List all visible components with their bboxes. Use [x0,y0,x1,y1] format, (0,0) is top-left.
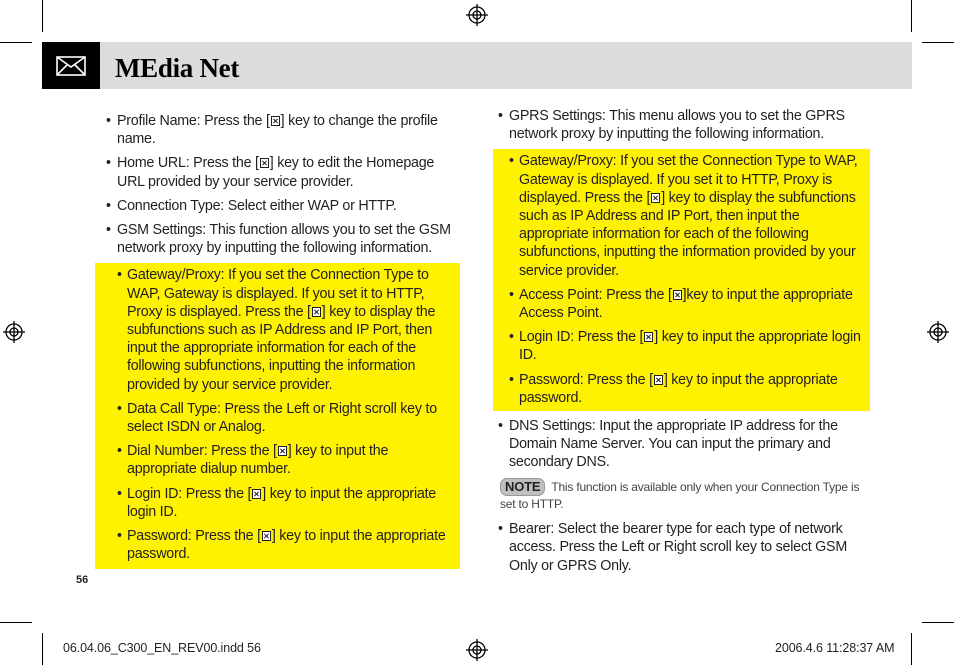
bullet: • [106,155,111,172]
list-item-profile-name: • Profile Name: Press the [ ] key to change the profile name. [106,113,438,148]
sub-item-login-id: • Login ID: Press the [ ] key to input the appropriate login ID. [117,485,436,520]
ok-key-icon [262,531,271,541]
sub-item-password: • Password: Press the [ ] key to input the appropriate password. [509,371,838,406]
ok-key-icon [271,116,280,126]
ok-key-icon [673,290,682,300]
crop-mark [0,42,32,43]
crop-mark [42,633,43,665]
sub-item-password: • Password: Press the [ ] key to input the appropriate password. [117,528,446,563]
sub-item-dial-number: • Dial Number: Press the [ ] key to input the appropriate dialup number. [117,443,389,478]
bullet: • [117,267,122,284]
ok-key-icon [252,489,261,499]
bullet: • [117,400,122,417]
crop-mark [42,0,43,32]
bullet: • [106,113,111,129]
crop-mark [911,633,912,665]
registration-mark-icon [466,639,488,661]
bullet: • [509,371,514,388]
ok-key-icon [312,307,321,317]
note-badge: NOTE [500,478,545,496]
page-title: MEdia Net [115,53,240,83]
sub-item-access-point: • Access Point: Press the [ ]key to input the appropriate Access Point. [509,286,853,322]
right-column [498,107,868,581]
crop-mark [911,0,912,32]
sub-item-gateway-proxy: • Gateway/Proxy: If you set the Connection Type to WAP, Gateway is displayed. If you set it to HTTP, Proxy is displayed. Press the [ ] key to display the subfunctions such as IP Address and IP Port, then input the appropriate information for each of the following subfunctions, inputting the information provided by your service provider. [509,153,858,279]
footer-timestamp: 2006.4.6 11:28:37 AM [775,641,895,655]
crop-mark [922,42,954,43]
bullet: • [498,108,503,124]
gsm-settings-highlight-box [95,263,460,569]
list-item-home-url: • Home URL: Press the [ ] key to edit the Homepage URL provided by your service provider. [106,155,435,190]
bullet: • [117,485,122,502]
ok-key-icon [260,158,269,168]
note [500,478,868,513]
registration-mark-icon [466,4,488,26]
sub-item-gateway-proxy: • Gateway/Proxy: If you set the Connection Type to WAP, Gateway is displayed. If you set it to HTTP, Proxy is displayed. Press the [ ] key to display the subfunctions such as IP Address and IP Port, then input the appropriate information for each of the following subfunctions, inputting the information provided by your service provider. [117,267,436,393]
note-text: This function is available only when your Connection Type is set to HTTP. [500,479,860,511]
registration-mark-icon [3,321,25,343]
list-item-gsm-settings: • GSM Settings: This function allows you to set the GSM network proxy by inputting the following information. [106,222,451,257]
ok-key-icon [278,446,287,456]
registration-mark-icon [927,321,949,343]
list-item-gprs-settings: • GPRS Settings: This menu allows you to set the GPRS network proxy by inputting the following information. [498,108,845,143]
envelope-icon-box [42,42,100,89]
gprs-settings-highlight-box [493,149,870,411]
list-item-bearer: • Bearer: Select the bearer type for each type of network access. Press the Left or Right scroll key to select GSM Only or GPRS Only. [498,521,847,574]
list-item-dns-settings: • DNS Settings: Input the appropriate IP address for the Domain Name Server. You can input the primary and secondary DNS. [498,418,838,471]
bullet: • [106,197,111,214]
envelope-icon [56,56,86,76]
list-item-connection-type: • Connection Type: Select either WAP or HTTP. [106,197,397,214]
footer-file-info: 06.04.06_C300_EN_REV00.indd 56 [63,641,261,655]
bullet: • [509,286,514,303]
bullet: • [509,153,514,170]
bullet: • [106,222,111,239]
page-number: 56 [76,574,89,586]
bullet: • [498,418,503,435]
sub-item-data-call-type: • Data Call Type: Press the Left or Right scroll key to select ISDN or Analog. [117,400,437,436]
ok-key-icon [644,332,653,342]
ok-key-icon [651,193,660,203]
bullet: • [117,443,122,460]
ok-key-icon [654,375,663,385]
bullet: • [117,528,122,545]
sub-item-login-id: • Login ID: Press the [ ] key to input the appropriate login ID. [509,329,861,364]
bullet: • [498,521,503,538]
left-column [106,112,458,575]
crop-mark [922,622,954,623]
crop-mark [0,622,32,623]
bullet: • [509,329,514,346]
